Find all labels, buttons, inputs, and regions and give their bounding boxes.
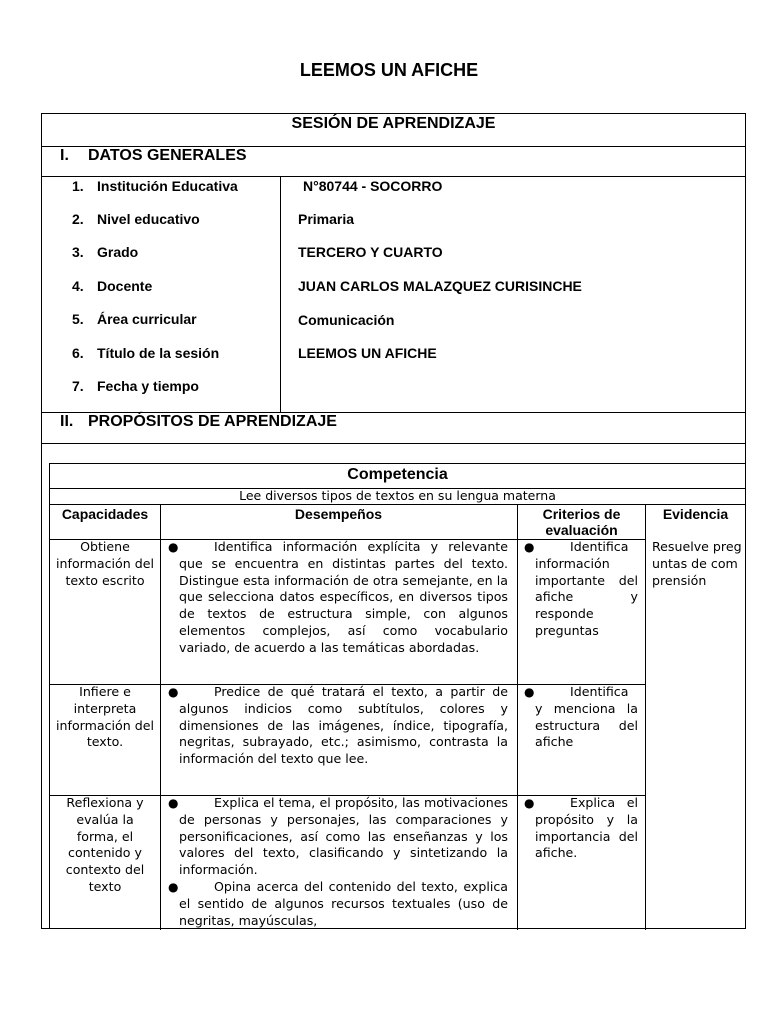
section-number: I. bbox=[60, 147, 69, 164]
desempeno-cell bbox=[168, 795, 508, 929]
desempeno-text: Predice de qué tratará el texto, a partir de algunos indicios como subtítulos, colores y dimensiones de las imágenes, índice, tipografía, negritas, subrayado, etc.; asimismo, contrasta la información del texto que lee. bbox=[179, 684, 508, 767]
bullet-icon: ● bbox=[168, 685, 179, 699]
header-capacidades: Capacidades bbox=[61, 506, 149, 522]
bullet-icon: ● bbox=[168, 796, 179, 810]
section-propositos bbox=[60, 413, 337, 431]
criterio-cell bbox=[524, 795, 638, 862]
divider bbox=[42, 176, 745, 177]
datos-value: N°80744 - SOCORRO bbox=[303, 178, 443, 194]
item-number: 1. bbox=[72, 178, 84, 194]
bullet-icon: ● bbox=[524, 685, 535, 699]
session-title: SESIÓN DE APRENDIZAJE bbox=[291, 115, 496, 132]
item-number: 7. bbox=[72, 378, 84, 394]
capacidad-cell: Obtiene información del texto escrito bbox=[56, 539, 154, 588]
col-divider bbox=[645, 504, 646, 930]
capacidad-cell: Infiere e interpreta información del texto. bbox=[56, 684, 154, 750]
item-number: 2. bbox=[72, 211, 84, 227]
bullet-icon: ● bbox=[168, 540, 179, 554]
bullet-icon: ● bbox=[524, 540, 535, 554]
row-divider bbox=[50, 504, 745, 505]
section-datos-generales bbox=[60, 147, 247, 165]
datos-value: Primaria bbox=[298, 211, 355, 227]
datos-value: LEEMOS UN AFICHE bbox=[298, 345, 437, 361]
item-number: 3. bbox=[72, 244, 84, 260]
datos-label bbox=[72, 311, 197, 327]
datos-label bbox=[72, 278, 152, 294]
col-divider bbox=[517, 504, 518, 930]
criterio-cell bbox=[524, 684, 638, 751]
item-number: 6. bbox=[72, 345, 84, 361]
divider bbox=[42, 443, 745, 444]
item-number: 5. bbox=[72, 311, 84, 327]
capacidad-cell: Reflexiona y evalúa la forma, el contenido y contexto del texto bbox=[65, 795, 145, 894]
section-title: DATOS GENERALES bbox=[88, 147, 247, 164]
table-bottom-border bbox=[49, 928, 746, 929]
header-desempenos: Desempeños bbox=[294, 506, 383, 522]
datos-label bbox=[72, 244, 138, 260]
competencia-text: Lee diversos tipos de textos en su lengua materna bbox=[239, 488, 556, 503]
desempeno-text: Opina acerca del contenido del texto, explica el sentido de algunos recursos textuales (uso de negritas, mayúsculas, bbox=[179, 878, 508, 928]
evidencia-cell: Resuelve preguntas de comprensión bbox=[652, 539, 742, 588]
desempeno-text: Explica el tema, el propósito, las motivaciones de personas y personajes, las comparaciones y personificaciones, así como las enseñanzas y los valores del texto, clasificando y sintetizando la información. bbox=[179, 795, 508, 878]
bullet-icon: ● bbox=[168, 879, 179, 894]
datos-value: TERCERO Y CUARTO bbox=[298, 244, 443, 260]
datos-label bbox=[72, 378, 199, 394]
item-label: Título de la sesión bbox=[97, 345, 220, 361]
competencia-table bbox=[49, 463, 746, 929]
document-title: LEEMOS UN AFICHE bbox=[299, 60, 479, 80]
column-divider bbox=[280, 177, 281, 412]
datos-value: Comunicación bbox=[298, 312, 395, 328]
item-label: Institución Educativa bbox=[97, 178, 238, 194]
col-divider bbox=[160, 504, 161, 930]
criterio-text: Explica el propósito y la importancia del afiche. bbox=[535, 795, 638, 861]
datos-value: JUAN CARLOS MALAZQUEZ CURISINCHE bbox=[298, 278, 582, 294]
desempeno-item bbox=[168, 795, 508, 879]
item-label: Grado bbox=[97, 244, 139, 260]
section-number: II. bbox=[60, 413, 74, 430]
item-label: Fecha y tiempo bbox=[97, 378, 199, 394]
item-label: Área curricular bbox=[97, 311, 197, 327]
desempeno-item bbox=[168, 879, 508, 929]
competencia-header: Competencia bbox=[347, 466, 448, 483]
item-number: 4. bbox=[72, 278, 84, 294]
desempeno-cell bbox=[168, 539, 508, 657]
header-evidencia: Evidencia bbox=[662, 506, 729, 522]
datos-label bbox=[72, 178, 238, 194]
item-label: Docente bbox=[97, 278, 153, 294]
criterio-text: Identifica información importante del afiche y responde preguntas bbox=[535, 539, 638, 638]
criterio-cell bbox=[524, 539, 638, 640]
criterio-text: Identifica y menciona la estructura del afiche bbox=[535, 684, 638, 750]
section-title: PROPÓSITOS DE APRENDIZAJE bbox=[88, 413, 337, 430]
bullet-icon: ● bbox=[524, 796, 535, 810]
desempeno-cell bbox=[168, 684, 508, 768]
item-label: Nivel educativo bbox=[97, 211, 200, 227]
header-criterios: Criterios de evaluación bbox=[542, 506, 621, 538]
datos-label bbox=[72, 345, 219, 361]
datos-label bbox=[72, 211, 200, 227]
desempeno-text: Identifica información explícita y relevante que se encuentra en distintas partes del texto. Distingue esta información de otra semejante, en la que selecciona datos específicos, en diversos tipos de textos de estructura simple, con algunos elementos complejos, así como vocabulario variado, de acuerdo a las temáticas abordadas. bbox=[179, 539, 508, 655]
